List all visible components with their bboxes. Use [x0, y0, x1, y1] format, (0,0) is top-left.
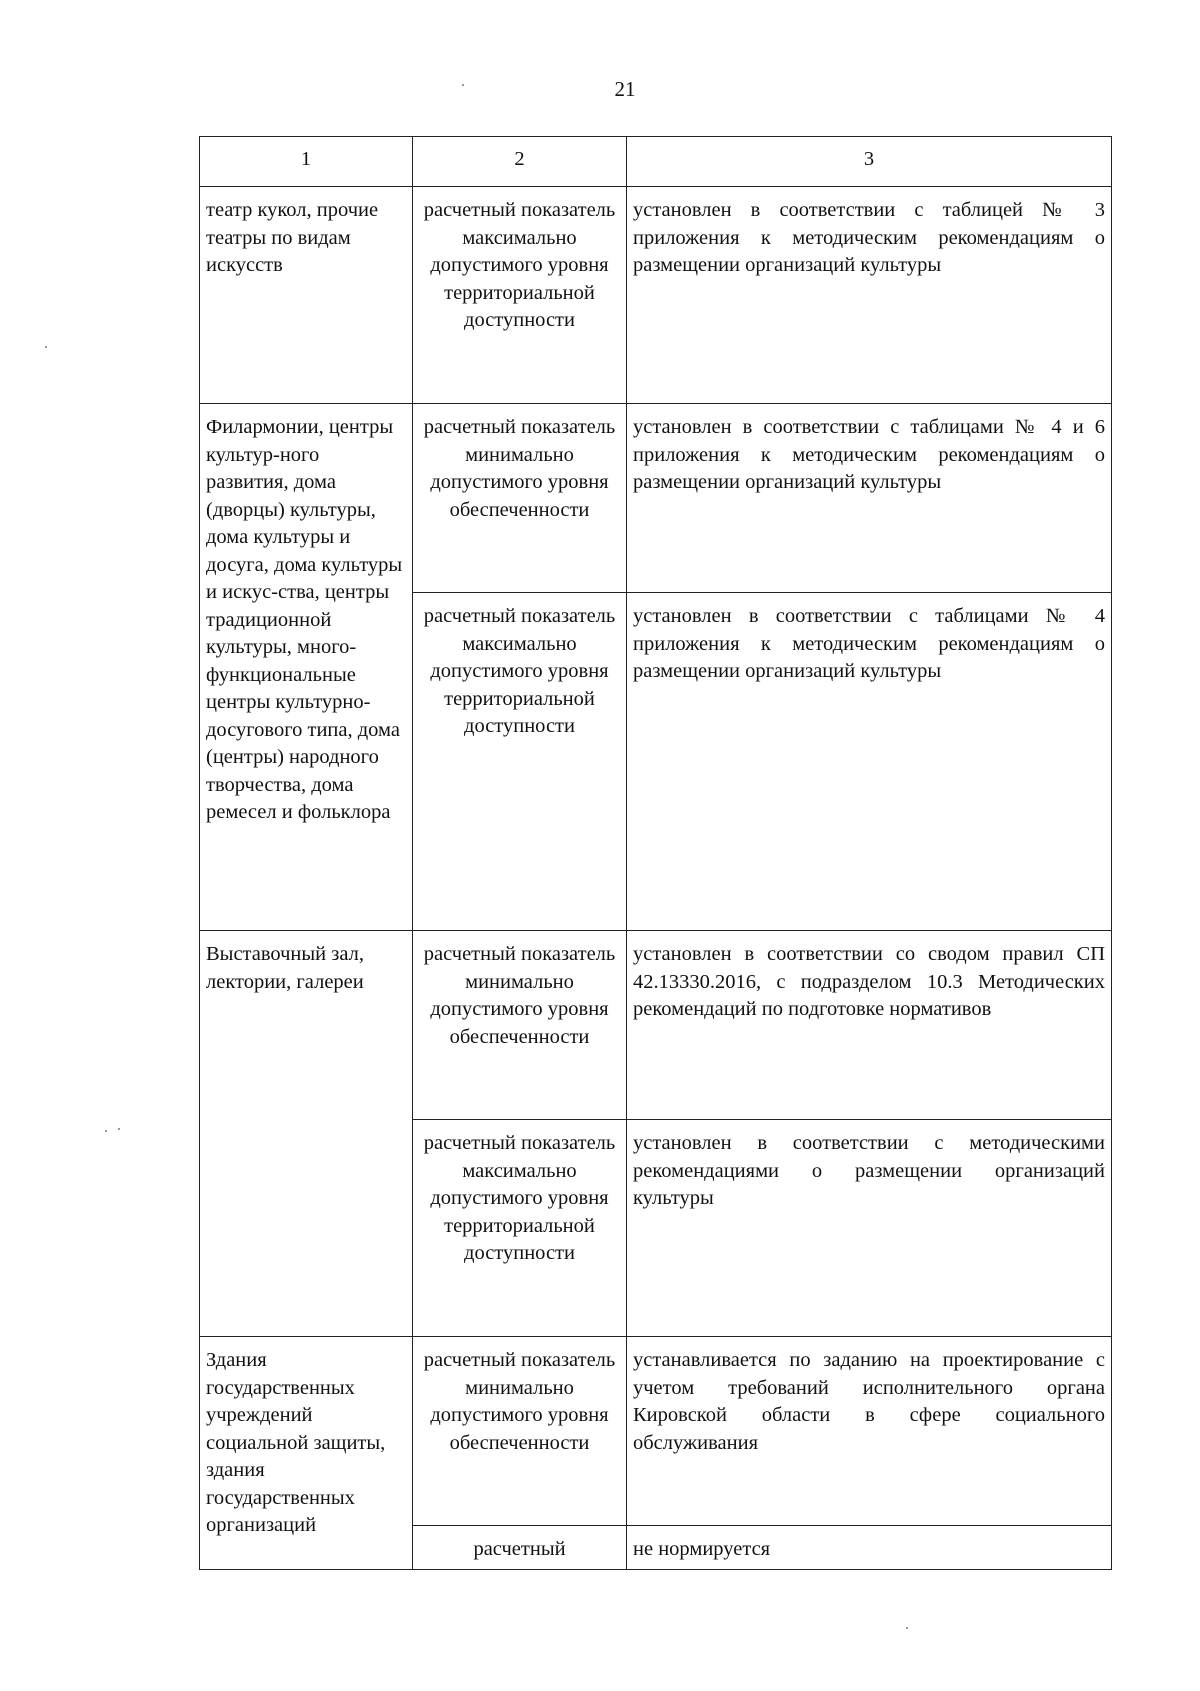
column-header-3: 3	[627, 137, 1112, 187]
table-header-row	[200, 137, 1112, 187]
indicator-value-cell: установлен в соответствии с таблицами № 4 и 6 приложения к методическим рекомендациям о размещении организаций культуры	[627, 404, 1112, 593]
table-row	[200, 187, 1112, 404]
scan-speck	[906, 1627, 908, 1629]
indicator-value-cell: установлен в соответствии с таблицей № 3 приложения к методическим рекомендациям о размещении организаций культуры	[627, 187, 1112, 404]
norms-table	[199, 136, 1112, 1570]
page-number: 21	[614, 77, 636, 101]
scan-speck	[105, 1130, 107, 1132]
object-cell: театр кукол, прочие театры по видам искусств	[200, 187, 413, 404]
indicator-type-cell: расчетный показатель максимально допустимого уровня территориальной доступности	[413, 187, 627, 404]
column-header-2: 2	[413, 137, 627, 187]
table-row	[200, 404, 1112, 593]
indicator-value-cell: установлен в соответствии с методическими рекомендациями о размещении организаций культуры	[627, 1120, 1112, 1337]
column-header-1: 1	[200, 137, 413, 187]
table-row	[200, 931, 1112, 1120]
table-row	[200, 1337, 1112, 1526]
object-cell: Филармонии, центры культур-ного развития, дома (дворцы) культуры, дома культуры и досуга, дома культуры и искус-ства, центры традиционной культуры, много-функциональные центры культурно-досугового типа, дома (центры) народного творчества, дома ремесел и фольклора	[200, 404, 413, 931]
object-cell: Выставочный зал, лектории, галереи	[200, 931, 413, 1337]
object-cell: Здания государственных учреждений социальной защиты, здания государственных организаций	[200, 1337, 413, 1570]
indicator-value-cell: не нормируется	[627, 1526, 1112, 1570]
scan-speck	[45, 346, 47, 348]
indicator-type-cell: расчетный показатель минимально допустимого уровня обеспеченности	[413, 931, 627, 1120]
indicator-value-cell: установлен в соответствии со сводом правил СП 42.13330.2016, с подразделом 10.3 Методических рекомендаций по подготовке нормативов	[627, 931, 1112, 1120]
indicator-type-cell: расчетный показатель минимально допустимого уровня обеспеченности	[413, 404, 627, 593]
indicator-value-cell: установлен в соответствии с таблицами № 4 приложения к методическим рекомендациям о размещении организаций культуры	[627, 593, 1112, 931]
indicator-value-cell: устанавливается по заданию на проектирование с учетом требований исполнительного органа Кировской области в сфере социального обслуживания	[627, 1337, 1112, 1526]
scan-speck	[118, 1128, 120, 1130]
indicator-type-cell: расчетный показатель максимально допустимого уровня территориальной доступности	[413, 593, 627, 931]
indicator-type-cell: расчетный	[413, 1526, 627, 1570]
indicator-type-cell: расчетный показатель максимально допустимого уровня территориальной доступности	[413, 1120, 627, 1337]
scan-speck	[462, 84, 464, 86]
indicator-type-cell: расчетный показатель минимально допустимого уровня обеспеченности	[413, 1337, 627, 1526]
